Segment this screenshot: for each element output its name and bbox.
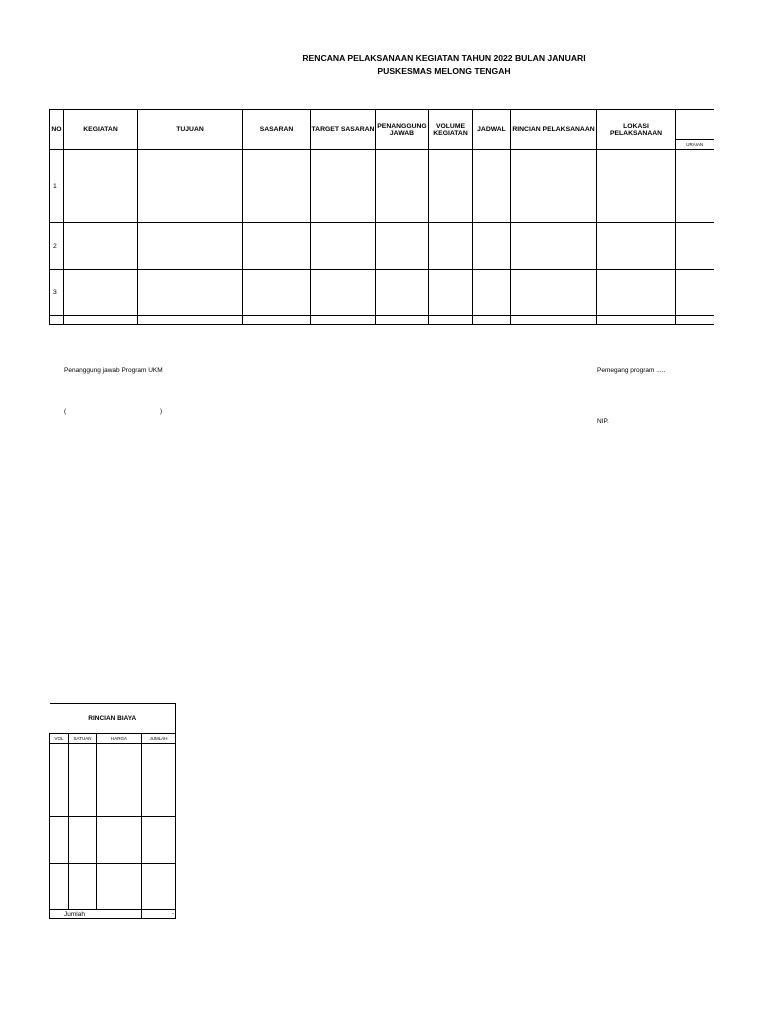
table-row: [50, 150, 714, 223]
header-rincian-pelaksanaan: RINCIAN PELAKSANAAN: [511, 110, 597, 150]
document-title: RENCANA PELAKSANAAN KEGIATAN TAHUN 2022 BULAN JANUARI: [302, 53, 586, 63]
header-blank: [676, 110, 714, 140]
signature-close-paren: ): [160, 408, 163, 415]
table-header-row: [50, 110, 714, 140]
table-row-spacer: [50, 316, 714, 325]
cost-details-table: [49, 703, 176, 919]
header-target-sasaran: TARGET SASARAN: [311, 110, 376, 150]
row-number: 1: [50, 150, 64, 223]
cost-row: [50, 817, 176, 864]
cost-table-title: RINCIAN BIAYA: [50, 704, 176, 734]
header-volume-kegiatan: VOLUME KEGIATAN: [429, 110, 473, 150]
cost-header-row: [50, 734, 176, 744]
header-penanggung-jawab: PENANGGUNG JAWAB: [376, 110, 429, 150]
signature-open-paren: (: [64, 408, 67, 415]
header-lokasi-pelaksanaan: LOKASI PELAKSANAAN: [597, 110, 676, 150]
header-sasaran: SASARAN: [243, 110, 311, 150]
header-uraian: URAIAN: [676, 140, 714, 150]
cost-row: [50, 864, 176, 910]
activity-plan-table: [49, 109, 714, 325]
total-label: Jumlah: [50, 910, 142, 919]
header-vol: VOL: [50, 734, 69, 744]
ukm-responsible-label: Penanggung jawab Program UKM: [64, 367, 163, 374]
header-no: NO: [50, 110, 64, 150]
document-subtitle: PUSKESMAS MELONG TENGAH: [377, 66, 511, 76]
header-satuan: SATUAN: [69, 734, 97, 744]
row-number: 2: [50, 223, 64, 270]
nip-label: NIP.: [597, 418, 609, 425]
header-jumlah: JUMLAH: [142, 734, 176, 744]
header-tujuan: TUJUAN: [138, 110, 243, 150]
cost-total-row: [50, 910, 176, 919]
total-value: -: [142, 910, 176, 919]
header-harga: HARGA: [97, 734, 142, 744]
program-holder-label: Pemegang program .....: [597, 367, 666, 374]
table-row: [50, 270, 714, 316]
cost-row: [50, 744, 176, 817]
header-kegiatan: KEGIATAN: [64, 110, 138, 150]
row-number: 3: [50, 270, 64, 316]
table-row: [50, 223, 714, 270]
header-jadwal: JADWAL: [473, 110, 511, 150]
